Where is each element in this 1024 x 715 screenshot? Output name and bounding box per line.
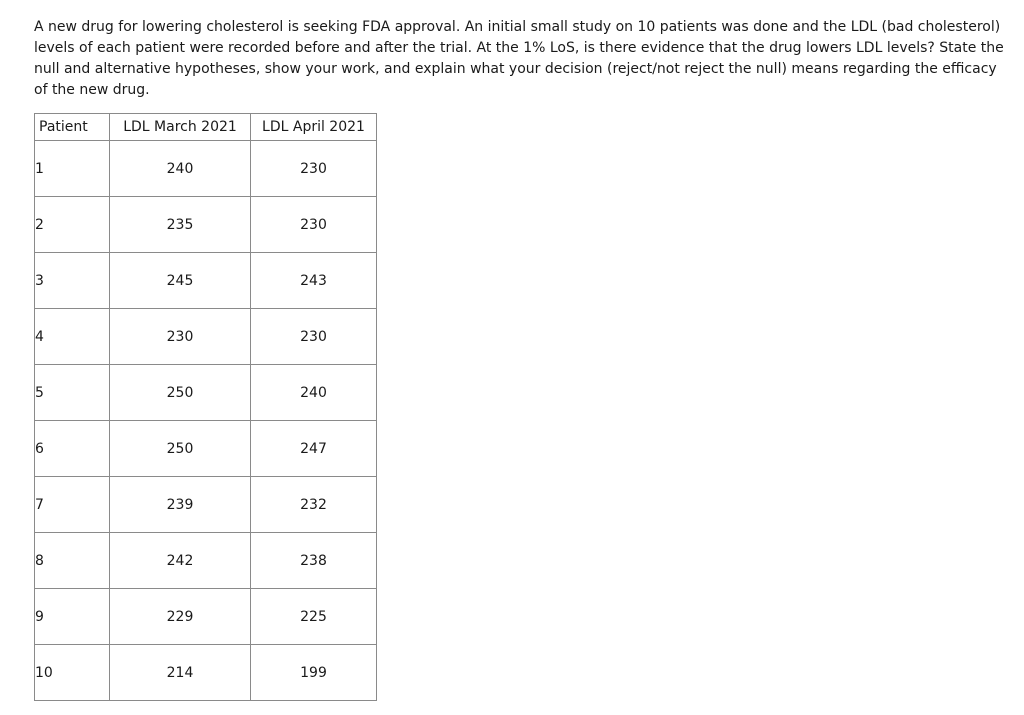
cell-ldl-march <box>110 533 251 589</box>
cell-patient-value: 5 <box>35 385 44 401</box>
header-patient: Patient <box>35 114 110 141</box>
cell-ldl-march-value: 250 <box>166 385 194 401</box>
cell-ldl-march <box>110 645 251 701</box>
cell-patient <box>35 141 110 197</box>
cell-ldl-april-value: 230 <box>300 217 327 233</box>
cell-patient-value: 3 <box>35 273 44 289</box>
cell-ldl-march-value: 214 <box>166 665 194 681</box>
cell-ldl-april-value: 247 <box>300 441 327 457</box>
cell-ldl-april-value: 225 <box>300 609 327 625</box>
table-row <box>35 309 377 365</box>
cell-patient <box>35 197 110 253</box>
cell-ldl-march-value: 250 <box>166 441 194 457</box>
cell-ldl-march <box>110 477 251 533</box>
cell-patient <box>35 589 110 645</box>
cell-patient-value: 4 <box>35 329 44 345</box>
table-row <box>35 253 377 309</box>
table-row <box>35 365 377 421</box>
cell-patient <box>35 645 110 701</box>
cell-patient <box>35 365 110 421</box>
cell-ldl-march <box>110 309 251 365</box>
cell-patient-value: 6 <box>35 441 44 457</box>
cell-ldl-april <box>251 309 377 365</box>
cell-ldl-april-value: 240 <box>300 385 327 401</box>
cell-ldl-march <box>110 253 251 309</box>
table-row <box>35 589 377 645</box>
cell-ldl-april <box>251 477 377 533</box>
cell-patient <box>35 533 110 589</box>
cell-ldl-april <box>251 421 377 477</box>
table-header-row <box>35 114 377 141</box>
cell-patient-value: 10 <box>35 665 53 681</box>
question-text: A new drug for lowering cholesterol is seeking FDA approval. An initial small study on 10 patients was done and the LDL (bad cholesterol) levels of each patient were recorded before and after the trial. At the 1% LoS, is there evidence that the drug lowers LDL levels? State the null and alternative hypotheses, show your work, and explain what your decision (reject/not reject the null) means regarding the efficacy of the new drug. <box>34 19 1004 98</box>
cell-ldl-april <box>251 533 377 589</box>
cell-patient-value: 7 <box>35 497 44 513</box>
cell-patient <box>35 421 110 477</box>
cell-ldl-march-value: 230 <box>166 329 194 345</box>
cell-ldl-march-value: 245 <box>166 273 194 289</box>
cell-patient-value: 2 <box>35 217 44 233</box>
header-ldl-april: LDL April 2021 <box>251 114 377 141</box>
cell-patient <box>35 309 110 365</box>
cell-ldl-april-value: 243 <box>300 273 327 289</box>
table-row <box>35 533 377 589</box>
cell-ldl-april <box>251 197 377 253</box>
cell-ldl-march <box>110 589 251 645</box>
cell-ldl-april <box>251 141 377 197</box>
cell-ldl-march-value: 235 <box>166 217 194 233</box>
cell-ldl-march <box>110 421 251 477</box>
cell-ldl-april <box>251 253 377 309</box>
cell-patient-value: 8 <box>35 553 44 569</box>
cell-ldl-april-value: 238 <box>300 553 327 569</box>
cell-ldl-april <box>251 589 377 645</box>
table-row <box>35 421 377 477</box>
cell-ldl-march-value: 239 <box>166 497 194 513</box>
cell-ldl-march <box>110 141 251 197</box>
cell-ldl-april <box>251 365 377 421</box>
cell-patient <box>35 253 110 309</box>
cell-ldl-april-value: 199 <box>300 665 327 681</box>
cell-ldl-april-value: 230 <box>300 329 327 345</box>
cell-ldl-march-value: 242 <box>166 553 194 569</box>
cell-patient <box>35 477 110 533</box>
header-ldl-march: LDL March 2021 <box>110 114 251 141</box>
cell-patient-value: 9 <box>35 609 44 625</box>
cell-patient-value: 1 <box>35 161 44 177</box>
cell-ldl-april-value: 232 <box>300 497 327 513</box>
cell-ldl-march-value: 229 <box>166 609 194 625</box>
table-row <box>35 141 377 197</box>
table-row <box>35 197 377 253</box>
table-row <box>35 645 377 701</box>
table-row <box>35 477 377 533</box>
table-body <box>35 141 377 701</box>
ldl-table <box>34 113 377 701</box>
cell-ldl-march <box>110 197 251 253</box>
cell-ldl-march <box>110 365 251 421</box>
cell-ldl-march-value: 240 <box>166 161 194 177</box>
cell-ldl-april <box>251 645 377 701</box>
cell-ldl-april-value: 230 <box>300 161 327 177</box>
